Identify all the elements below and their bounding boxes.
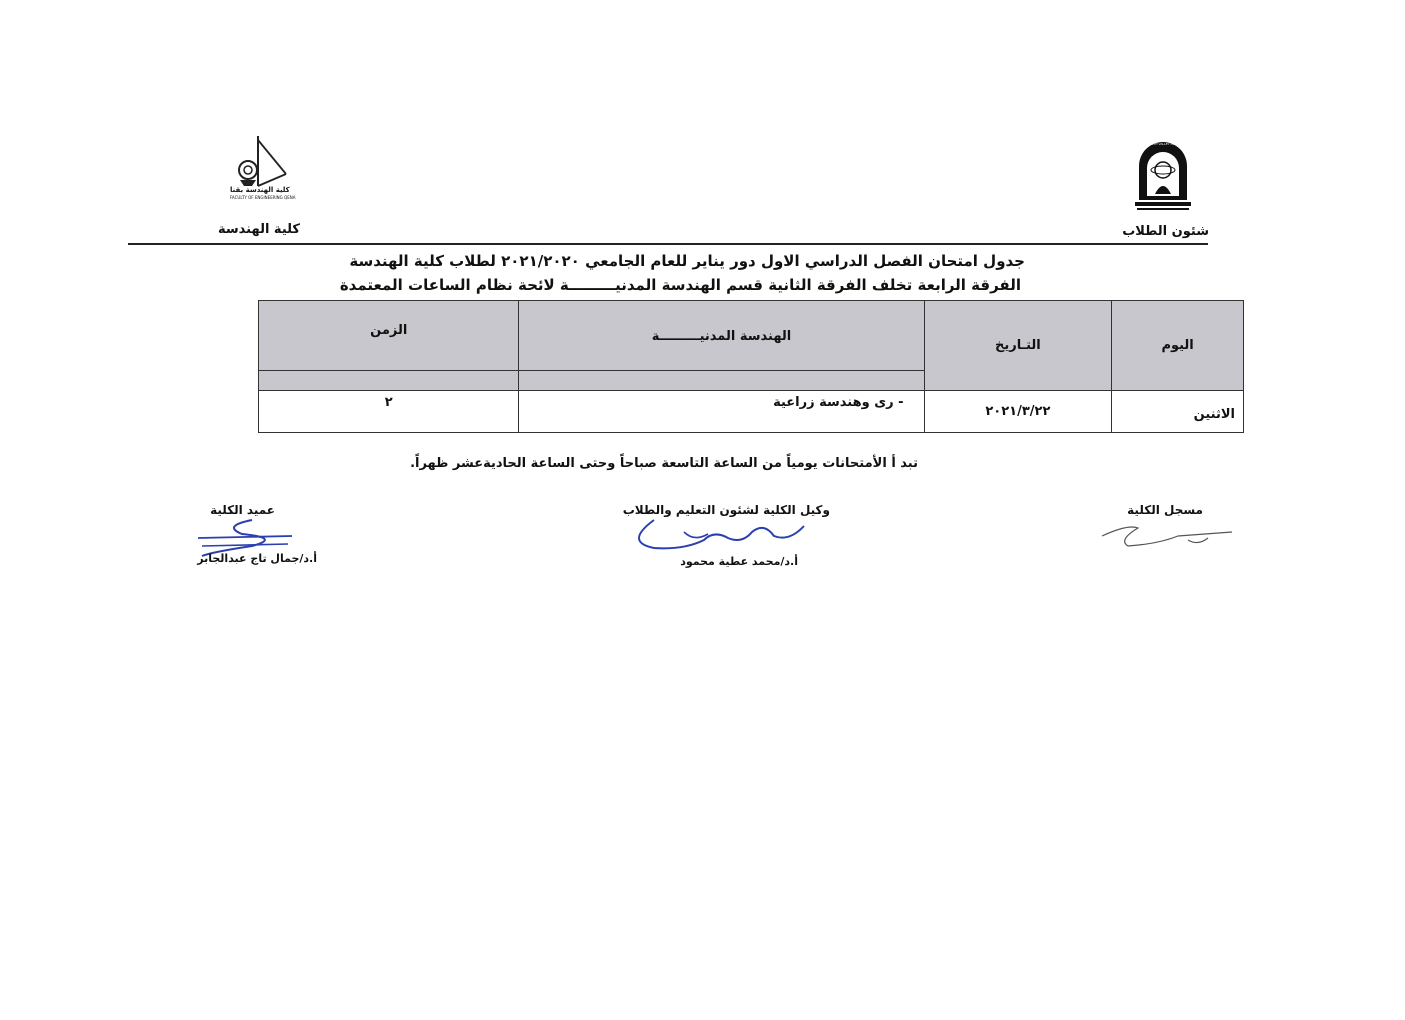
title-line-1: جدول امتحان الفصل الدراسي الاول دور يناير للعام الجامعي ٢٠٢١/٢٠٢٠ لطلاب كلية الهندسة [349,252,1025,270]
table-row [259,391,1244,433]
faculty-logo [228,134,296,204]
header-date [924,301,1112,391]
header-day-text: اليوم [1161,338,1194,353]
cell-subject-text: - رى وهندسة زراعية [773,395,904,410]
title-line-2: الفرقة الرابعة تخلف الفرقة الثانية قسم الهندسة المدنيـــــــــة لائحة نظام الساعات المعتمدة [339,276,1021,294]
header-divider [128,243,1208,245]
vice-dean-name: أ.د/محمد عطية محمود [680,555,798,568]
cell-date-text: ٢٠٢١/٣/٢٢ [985,404,1051,419]
header-duration-text: الزمن [370,323,408,338]
header-subject-text: الهندسة المدنيـــــــــة [651,329,792,344]
cell-day-text: الاثنين [1193,407,1235,422]
registrar-signature [1098,516,1238,556]
cell-duration-text: ٢ [384,395,393,410]
header-date-text: التـاريخ [995,338,1041,353]
vice-dean-signature [624,512,814,552]
exam-time-note: تبد أ الأمتحانات يومياً من الساعة التاسعة صباحاً وحتى الساعة الحاديةعشر ظهراً. [410,456,918,471]
header-duration-sub [259,371,519,391]
student-affairs-label: شئون الطلاب [1122,224,1209,239]
university-logo-text: SOUTH VALLEY UNIVERSITY [1147,142,1189,146]
cell-day [1112,391,1244,433]
faculty-label: كلية الهندسة [218,222,300,237]
university-seal-icon [1133,138,1193,214]
header-duration [259,301,519,371]
cell-subject [519,391,924,433]
faculty-logo-text: كلية الهندسة بقنا [230,186,290,194]
vice-dean-title: وكيل الكلية لشئون التعليم والطلاب [622,503,830,517]
faculty-logo-subtext: FACULTY OF ENGINEERING QENA [230,195,296,200]
registrar-title: مسجل الكلية [1127,503,1203,517]
exam-schedule-table [258,300,1244,433]
faculty-emblem-icon [228,134,292,188]
header-subject-sub [519,371,924,391]
dean-title: عميد الكلية [210,503,275,517]
dean-name: أ.د/جمال تاج عبدالجابر [197,552,317,565]
header-subject [519,301,924,371]
header-day [1112,301,1244,391]
cell-duration [259,391,519,433]
university-logo [1133,138,1193,214]
cell-date [924,391,1112,433]
